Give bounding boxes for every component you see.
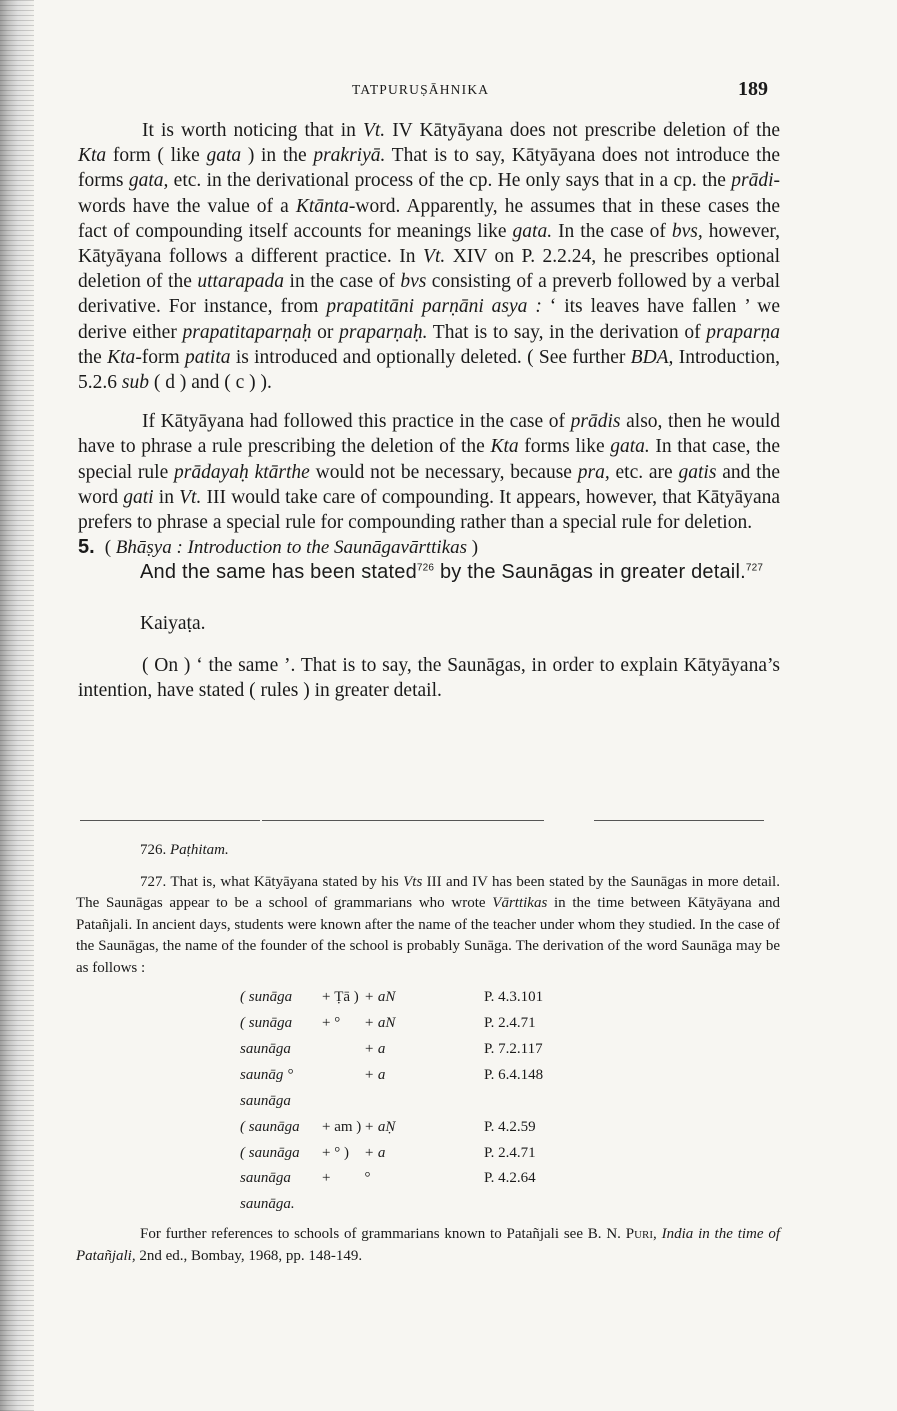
table-row: saunāga.	[240, 1196, 295, 1213]
footnotes	[76, 840, 780, 1267]
kaiyata-comment: ( On ) ‘ the same ’. That is to say, the Saunāgas, in order to explain Kātyāyana’s intention, have stated ( rules ) in greater detail.	[78, 654, 780, 701]
page-number: 189	[738, 78, 768, 100]
table-row: saunāga + a P. 7.2.117	[240, 1040, 543, 1057]
paragraph-1: It is worth noticing that in Vt. IV Kātyāyana does not prescribe deletion of the Kta form ( like gata ) in the prakriyā. That is to say, Kātyāyana does not introduce the forms gata, etc. in the derivational process of the cp. He only says that in a cp. the prādi-words have the value of a Ktānta-word. Apparently, he assumes that in these cases the fact of compounding itself accounts for meanings like gata. In the case of bvs, however, Kātyāyana follows a different practice. In Vt. XIV on P. 2.2.24, he prescribes optional deletion of the uttarapada in the case of bvs consisting of a preverb followed by a verbal derivative. For instance, from prapatitāni parṇāni asya : ‘ its leaves have fallen ’ we derive either prapatitaparṇaḥ or praparṇaḥ. That is to say, in the derivation of praparṇa the Kta-form patita is introduced and optionally deleted. ( See further BDA, Introduction, 5.2.6 sub ( d ) and ( c ) ).	[78, 120, 781, 394]
footnote-726: 726. Paṭhitam.	[140, 842, 229, 858]
footnote-divider	[262, 820, 544, 821]
table-row: saunāga + ° P. 4.2.64	[240, 1170, 536, 1187]
footnote-divider	[594, 820, 764, 821]
table-row: ( saunāga + ° ) + a P. 2.4.71	[240, 1144, 536, 1161]
footnote-ref-727[interactable]: 727	[745, 562, 764, 574]
derivation-table	[240, 985, 564, 1218]
book-binding-shadow	[0, 0, 34, 1411]
table-row: ( saunāga + am ) + aṆ P. 4.2.59	[240, 1118, 536, 1135]
page-header	[80, 78, 780, 104]
section-heading: 5. ( Bhāṣya : Introduction to the Saunāgavārttikas )	[78, 536, 479, 559]
section-title: Bhāṣya : Introduction to the Saunāgavārttikas	[115, 537, 468, 559]
main-text	[78, 118, 780, 703]
table-row: ( sunāga + Ṭā ) + aN P. 4.3.101	[240, 989, 544, 1006]
kaiyata-heading: Kaiyaṭa.	[140, 613, 206, 635]
further-references: For further references to schools of grammarians known to Patañjali see B. N. Puri, India in the time of Patañjali, 2nd ed., Bombay, 1968, pp. 148-149.	[76, 1226, 780, 1264]
bhasya-text: And the same has been stated$^{726}$ by the Saunāgas in greater detail.$^{727}$	[140, 561, 764, 584]
footnote-ref-726[interactable]: 726	[416, 562, 435, 574]
table-row: ( sunāga + ° + aN P. 2.4.71	[240, 1015, 536, 1032]
table-row: saunāg ° + a P. 6.4.148	[240, 1066, 544, 1083]
table-row: saunāga	[240, 1092, 291, 1109]
paragraph-2: If Kātyāyana had followed this practice in the case of prādis also, then he would have to phrase a rule prescribing the deletion of the Kta forms like gata. In that case, the special rule prādayaḥ ktārthe would not be necessary, because pra, etc. are gatis and the word gati in Vt. III would take care of compounding. It appears, however, that Kātyāyana prefers to phrase a special rule for compounding rather than a special rule for deletion.	[78, 411, 781, 534]
section-number: 5.	[78, 536, 95, 559]
footnote-727: 727. That is, what Kātyāyana stated by his Vts III and IV has been stated by the Saunāgas in more detail. The Saunāgas appear to be a school of grammarians who wrote Vārttikas in the time between Kātyāyana and Patañjali. In ancient days, students were known after the name of the teacher under whom they studied. In the case of the Saunāgas, the name of the founder of the school is probably Sunāga. The derivation of the word Saunāga may be as follows :	[76, 873, 781, 976]
running-head: TATPURUṢĀHNIKA	[352, 82, 490, 97]
footnote-divider	[80, 820, 260, 821]
